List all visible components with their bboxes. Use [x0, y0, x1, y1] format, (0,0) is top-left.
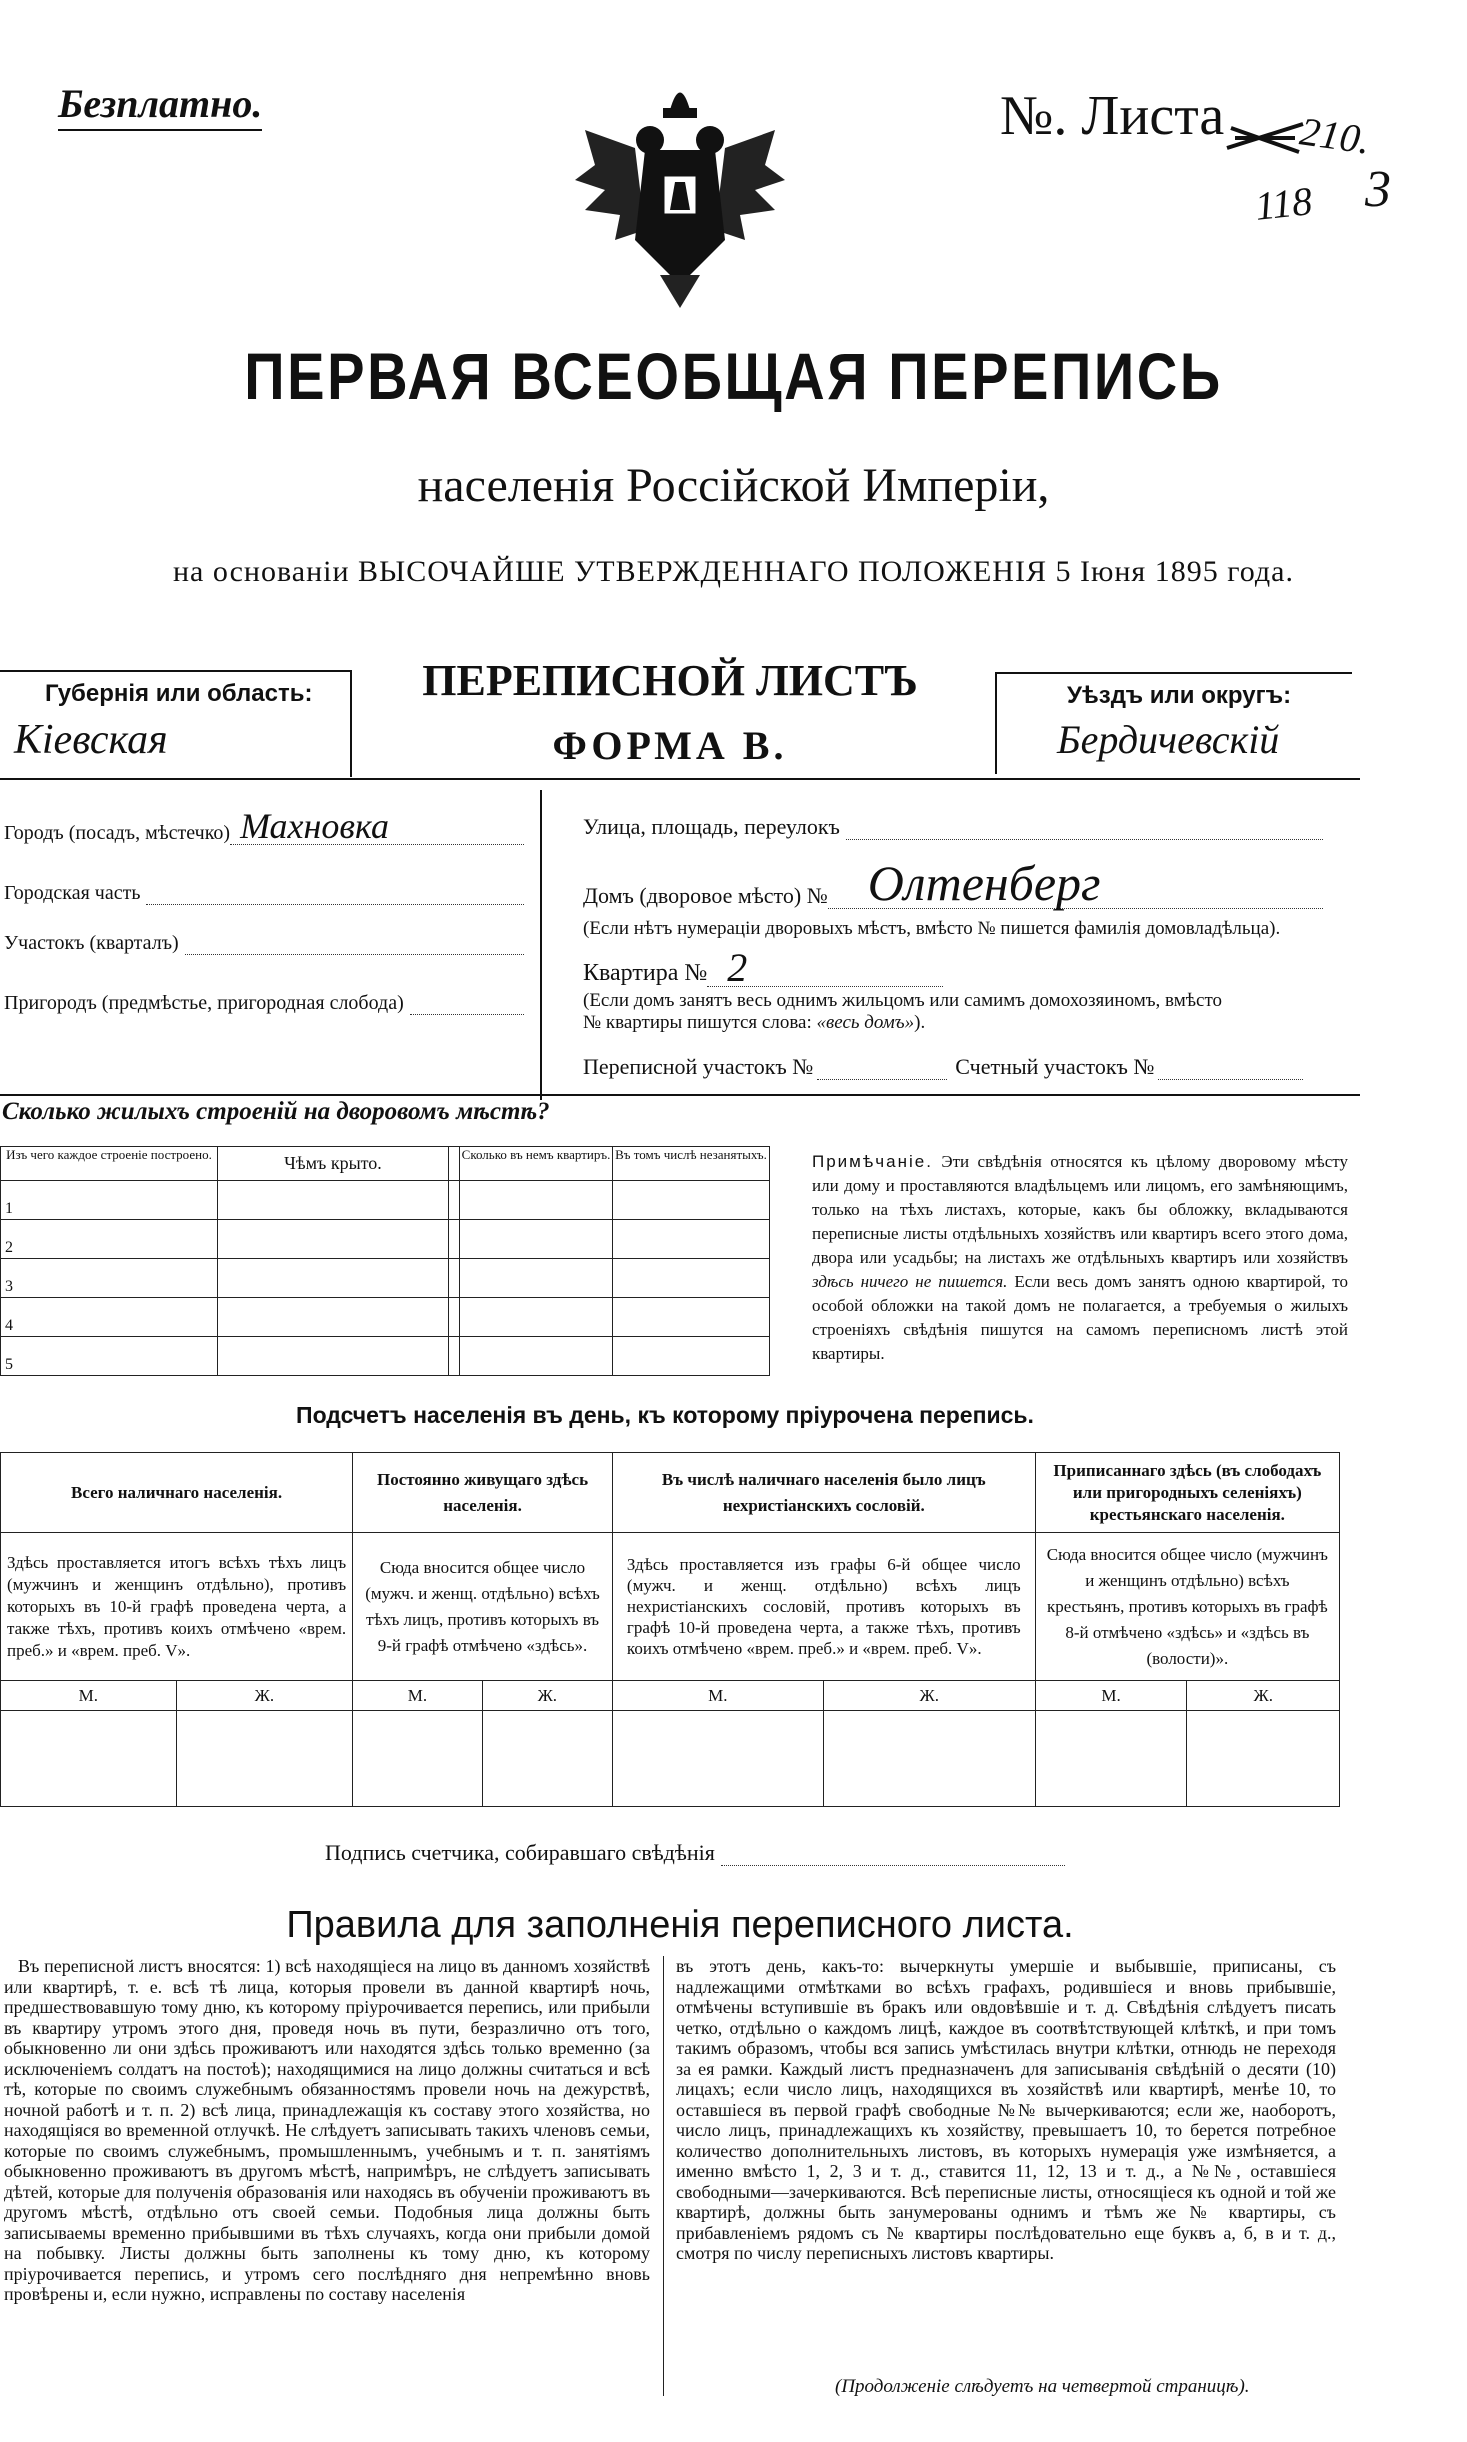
suburb-field[interactable]: [410, 996, 524, 1015]
count-f-4: Ж.: [1187, 1681, 1340, 1711]
uezd-value[interactable]: Бердичевскій: [1057, 717, 1280, 762]
count-table: [0, 1452, 1340, 1807]
census-area-label: Переписной участокъ №: [583, 1054, 814, 1079]
building-cell[interactable]: [460, 1337, 613, 1376]
building-cell[interactable]: [460, 1220, 613, 1259]
section-label: Участокъ (кварталъ): [4, 932, 179, 954]
apartment-note-2: № квартиры пишутся слова:: [583, 1012, 812, 1033]
building-row-number: 2: [1, 1220, 218, 1259]
building-row-number: 5: [1, 1337, 218, 1376]
rules-right-column: въ этотъ день, какъ-то: вычеркнуты умершіе и выбывшіе, приписаны, съ надлежащими отмѣтками во всѣхъ графахъ, родившіеся и вновь прибывшіе, отмѣчены вступившіе въ бракъ или овдовѣвшіе и т. д. Свѣдѣнія слѣдуетъ писать четко, отдѣльно о каждомъ лицѣ, каждое въ соотвѣтствующей клѣткѣ, и при томъ такимъ образомъ, чтобы вся запись умѣстилась внутри клѣтки, отнюдь не переходя за ея рамки. Каждый листъ предназначенъ для записыванія свѣдѣній о десяти (10) лицахъ; если число лицъ, находящихся въ хозяйствѣ или квартирѣ, менѣе 10, то оставшіеся въ первой графѣ свободные №№ вычеркиваются; если же, наоборотъ, число лицъ, принадлежащихъ къ хозяйству, превышаетъ 10, то берется потребное количество дополнительныхъ листовъ, въ которыхъ нумерація уже измѣняется, а именно вмѣсто 1, 2, 3 и т. д., ставится 11, 12, 13 и т. д., а №№, оставшіеся свободными—зачеркиваются. Всѣ переписные листы, относящіеся къ одной и той же квартирѣ, должны быть занумерованы однимъ и тѣмъ же № квартиры, съ прибавленіемъ рядомъ съ № квартиры послѣдовательно еще буквъ а, б, в и т. д., смотря по числу переписныхъ листовъ квартиры.: [676, 1956, 1336, 2263]
building-cell[interactable]: [460, 1298, 613, 1337]
building-cell[interactable]: [460, 1259, 613, 1298]
apartment-note-3: «весь домъ»: [816, 1012, 915, 1033]
count-m-1: М.: [1, 1681, 177, 1711]
buildings-col-material: Изъ чего каждое строеніе построено.: [1, 1147, 218, 1181]
house-label: Домъ (дворовое мѣсто) №: [583, 883, 828, 908]
legal-basis: на основаніи ВЫСОЧАЙШЕ УТВЕРЖДЕННАГО ПОЛОЖЕНІЯ 5 Іюня 1895 года.: [173, 555, 1294, 588]
city-label: Городъ (посадъ, мѣстечко): [4, 822, 231, 844]
street-label: Улица, площадь, переулокъ: [583, 814, 840, 839]
page-subtitle: населенія Россійской Имперіи,: [417, 459, 1050, 512]
house-note: (Если нѣтъ нумераціи дворовыхъ мѣстъ, вмѣсто № пишется фамилія домовладѣльца).: [583, 918, 1281, 939]
building-cell[interactable]: [218, 1220, 449, 1259]
note-text-emphasis: здѣсь ничего не пишется.: [812, 1272, 1008, 1291]
building-row-number: 4: [1, 1298, 218, 1337]
house-value[interactable]: Олтенберг: [828, 858, 1323, 909]
count-value-cell[interactable]: [823, 1711, 1035, 1807]
building-cell[interactable]: [218, 1298, 449, 1337]
city-part-field[interactable]: [146, 886, 524, 905]
building-cell[interactable]: [613, 1220, 770, 1259]
gubernia-value[interactable]: Кіевская: [14, 717, 168, 763]
buildings-col-vacant: Въ томъ числѣ незанятыхъ.: [613, 1147, 770, 1181]
count-area-field[interactable]: [1158, 1061, 1303, 1080]
building-cell[interactable]: [218, 1259, 449, 1298]
address-right: [580, 800, 1350, 1100]
rules-left-column: Въ переписной листъ вносятся: 1) всѣ находящіеся на лицо въ данномъ хозяйствѣ или квартирѣ, т. е. всѣ тѣ лица, которыя провели въ данной квартирѣ ночь, предшествовавшую тому дню, къ которому пріурочивается перепись, или прибыли въ квартиру утромъ этого дня, проведя ночь въ пути, безразлично отъ того, обыкновенно ли они здѣсь проживаютъ или находятся здѣсь только временно (за исключеніемъ солдатъ на постоѣ); находящимися на лицо должны считаться и всѣ тѣ, которые по своимъ служебнымъ обязанностямъ провели ночь на дежурствѣ, ночной работѣ и т. п. 2) всѣ лица, принадлежащія къ составу этого хозяйства, но находящіяся во временной отлучкѣ. Не слѣдуетъ записывать такихъ членовъ семьи, которые по своимъ служебнымъ, промышленнымъ, учебнымъ и т. п. занятіямъ обыкновенно проживаютъ въ другомъ мѣстѣ, напримѣръ, не слѣдуетъ записывать дѣтей, которые для полученія образованія или находясь въ обученіи проживаютъ въ другомъ мѣстѣ, отдѣльно отъ своей семьи. Подобныя лица должны быть записываемы временно прибывшими въ тѣхъ случаяхъ, когда они прибыли домой на побывку. Листы должны быть заполнены къ тому дню, къ которому пріурочивается перепись, и утромъ сего послѣдняго дня непремѣнно вновь провѣрены и, если нужно, исправлены по составу населенія: [4, 1956, 650, 2304]
count-value-cell[interactable]: [612, 1711, 823, 1807]
count-f-2: Ж.: [482, 1681, 612, 1711]
count-col-body-1: Здѣсь проставляется итогъ всѣхъ тѣхъ лицъ (мужчинъ и женщинъ отдѣльно), противъ которыхъ въ 10-й графѣ проведена черта, а также тѣхъ, противъ коихъ отмѣчено «врем. преб.» и «врем. преб. V».: [1, 1533, 353, 1681]
buildings-col-apartments: Сколько въ немъ квартиръ.: [460, 1147, 613, 1181]
count-value-cell[interactable]: [176, 1711, 353, 1807]
buildings-question: Сколько жилыхъ строеній на дворовомъ мѣстѣ?: [2, 1098, 550, 1125]
buildings-col-roof: Чѣмъ крыто.: [218, 1147, 449, 1181]
sheet-number-hand-2: 118: [1252, 178, 1315, 229]
form-divider: [0, 778, 1360, 780]
count-col-head-2: Постоянно живущаго здѣсь населенія.: [353, 1453, 613, 1533]
apartment-note-1: (Если домъ занятъ весь однимъ жильцомъ или самимъ домохозяиномъ, вмѣсто: [583, 990, 1223, 1011]
signature-label: Подпись счетчика, собиравшаго свѣдѣнія: [325, 1840, 715, 1865]
rules-continued: (Продолженіе слѣдуетъ на четвертой страницѣ).: [835, 2376, 1250, 2397]
building-cell[interactable]: [218, 1181, 449, 1220]
street-field[interactable]: [846, 821, 1323, 840]
coat-of-arms-icon: [575, 70, 785, 310]
form-code: ФОРМА В.: [552, 723, 788, 768]
note-heading: Примѣчаніе.: [812, 1152, 933, 1171]
gubernia-label: Губернія или область:: [45, 680, 313, 707]
building-cell[interactable]: [218, 1337, 449, 1376]
count-value-cell[interactable]: [1035, 1711, 1187, 1807]
apartment-note-line-2: [583, 1012, 925, 1034]
building-row-number: 3: [1, 1259, 218, 1298]
city-value[interactable]: Махновка: [230, 808, 524, 845]
uezd-box: [995, 672, 1352, 774]
count-col-body-2: Сюда вносится общее число (мужч. и женщ. отдѣльно) всѣхъ тѣхъ лицъ, противъ которыхъ въ 9-й графѣ отмѣчено «здѣсь».: [353, 1533, 613, 1681]
uezd-label: Уѣздъ или округъ:: [1067, 682, 1292, 709]
rules-column-divider: [663, 1956, 664, 2396]
note-block: [812, 1150, 1348, 1366]
sheet-number-hand-1: 210.: [1297, 108, 1373, 163]
gubernia-box: [0, 670, 352, 777]
sheet-number-hand-3: 3: [1365, 161, 1391, 218]
count-f-1: Ж.: [176, 1681, 353, 1711]
count-area-label: Счетный участокъ №: [955, 1054, 1155, 1079]
count-m-4: М.: [1035, 1681, 1187, 1711]
building-cell[interactable]: [613, 1259, 770, 1298]
building-row-number: 1: [1, 1181, 218, 1220]
count-col-head-3: Въ числѣ наличнаго населенія было лицъ нехристіанскихъ сословій.: [612, 1453, 1035, 1533]
page-title: ПЕРВАЯ ВСЕОБЩАЯ ПЕРЕПИСЬ: [244, 339, 1223, 413]
section-field[interactable]: [185, 936, 524, 955]
free-label: Безплатно.: [58, 80, 262, 131]
count-value-cell[interactable]: [353, 1711, 483, 1807]
count-col-body-3: Здѣсь проставляется изъ графы 6-й общее число (мужч. и женщ. отдѣльно) всѣхъ лицъ нехристіанскихъ сословій, противъ которыхъ въ графѣ 10-й проведена черта, а также тѣхъ, противъ коихъ отмѣчено «врем. преб.» и «врем. преб. V».: [612, 1533, 1035, 1681]
count-f-3: Ж.: [823, 1681, 1035, 1711]
building-cell[interactable]: [460, 1181, 613, 1220]
form-name: ПЕРЕПИСНОЙ ЛИСТЪ: [422, 656, 918, 705]
count-col-head-4: Приписаннаго здѣсь (въ слободахъ или пригородныхъ селеніяхъ) крестьянскаго населенія.: [1035, 1453, 1339, 1533]
city-part-label: Городская часть: [4, 882, 141, 904]
building-cell[interactable]: [613, 1337, 770, 1376]
building-cell[interactable]: [613, 1298, 770, 1337]
count-col-head-1: Всего наличнаго населенія.: [1, 1453, 353, 1533]
count-title: Подсчетъ населенія въ день, къ которому пріурочена перепись.: [296, 1402, 1034, 1428]
rules-title: Правила для заполненія переписного листа.: [286, 1904, 1074, 1946]
apartment-label: Квартира №: [583, 960, 708, 986]
count-value-cell[interactable]: [1187, 1711, 1340, 1807]
suburb-label: Пригородъ (предмѣстье, пригородная слобода): [4, 992, 404, 1014]
building-cell[interactable]: [613, 1181, 770, 1220]
apartment-note-4: ).: [914, 1012, 926, 1033]
apartment-value[interactable]: 2: [707, 950, 943, 987]
count-m-2: М.: [353, 1681, 483, 1711]
count-m-3: М.: [612, 1681, 823, 1711]
count-value-cell[interactable]: [482, 1711, 612, 1807]
census-area-field[interactable]: [817, 1061, 947, 1080]
note-text-1: Эти свѣдѣнія относятся къ цѣлому дворовому мѣсту или дому и проставляются владѣльцемъ или лицомъ, его замѣняющимъ, только на тѣхъ листахъ, которые, какъ бы обложку, вкладываются переписные листы отдѣльныхъ хозяйствъ или квартиръ всего этого дома, двора или усадьбы; на листахъ же отдѣльныхъ квартиръ или хозяйствъ: [812, 1152, 1348, 1267]
signature-field[interactable]: [721, 1847, 1065, 1866]
count-value-cell[interactable]: [1, 1711, 177, 1807]
sheet-number-label: №. Листа: [1000, 85, 1225, 147]
count-col-body-4: Сюда вносится общее число (мужчинъ и женщинъ отдѣльно) всѣхъ крестьянъ, противъ которыхъ въ графѣ 8-й отмѣчено «здѣсь» и «здѣсь въ (волости)».: [1035, 1533, 1339, 1681]
address-left: [0, 790, 542, 1100]
note-text-2: Если весь домъ занятъ одною квартирой, то особой обложки на такой домъ не полагается, а требуемыя о жилыхъ строеніяхъ свѣдѣнія пишутся на самомъ переписномъ листѣ этой квартиры.: [812, 1272, 1349, 1363]
struck-number-scribble: [1225, 118, 1305, 158]
address-divider: [0, 1094, 1360, 1096]
buildings-table: [0, 1146, 770, 1376]
